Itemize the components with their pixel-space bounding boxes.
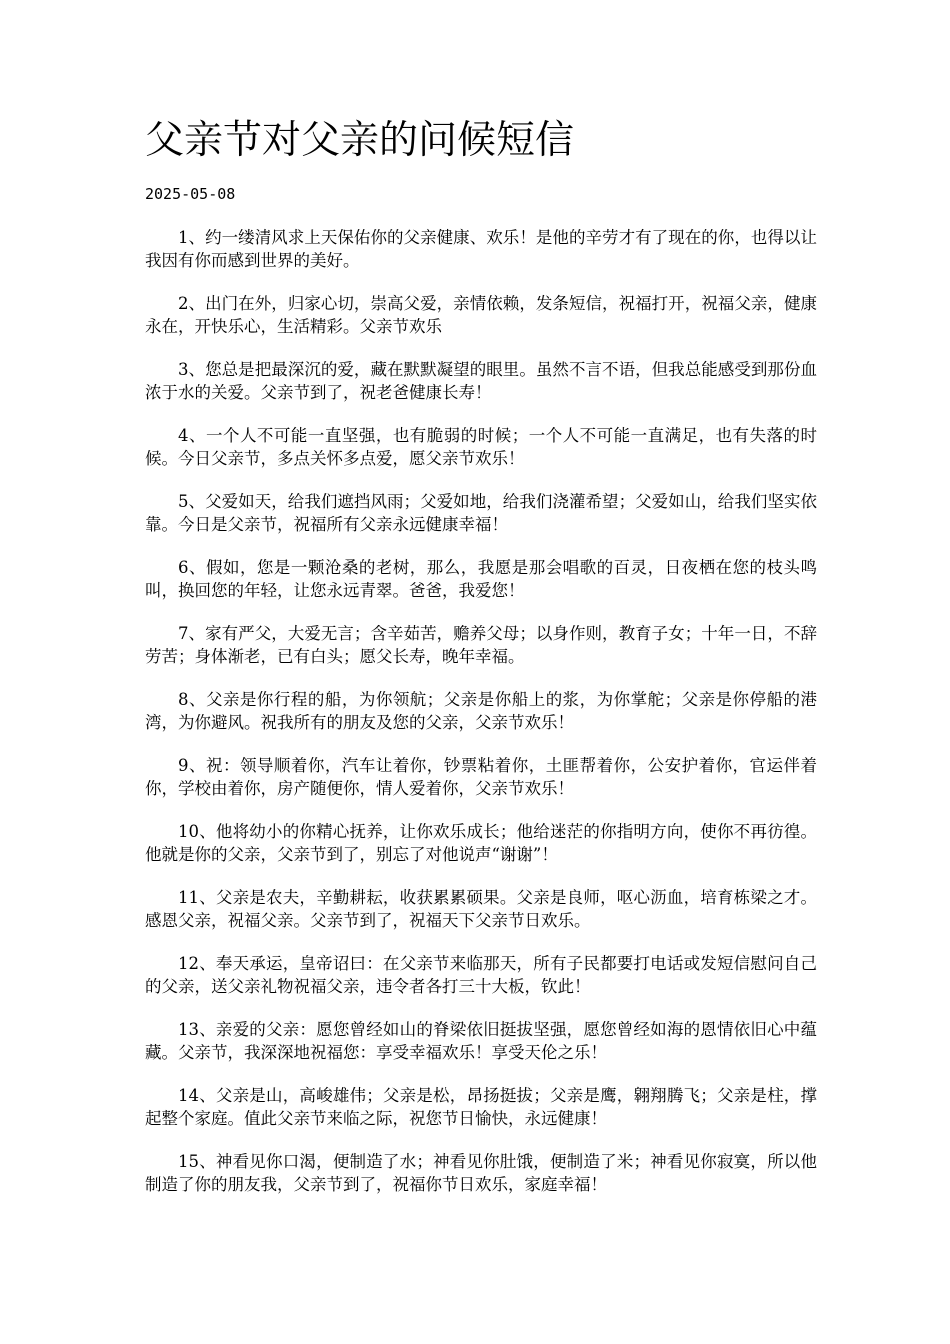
message-paragraph: 14、父亲是山，高峻雄伟；父亲是松，昂扬挺拔；父亲是鹰，翱翔腾飞；父亲是柱，撑起整个家庭。值此父亲节来临之际，祝您节日愉快，永远健康！ [145, 1086, 817, 1128]
message-paragraph: 5、父爱如天，给我们遮挡风雨；父爱如地，给我们浇灌希望；父爱如山，给我们坚实依靠。今日是父亲节，祝福所有父亲永远健康幸福！ [145, 492, 817, 534]
message-paragraph: 8、父亲是你行程的船，为你领航；父亲是你船上的浆，为你掌舵；父亲是你停船的港湾，为你避风。祝我所有的朋友及您的父亲，父亲节欢乐！ [145, 690, 817, 732]
document-body [145, 226, 817, 1216]
message-paragraph: 4、一个人不可能一直坚强，也有脆弱的时候；一个人不可能一直满足，也有失落的时候。今日父亲节，多点关怀多点爱，愿父亲节欢乐！ [145, 426, 817, 468]
message-paragraph: 13、亲爱的父亲：愿您曾经如山的脊梁依旧挺拔坚强，愿您曾经如海的恩情依旧心中蕴藏。父亲节，我深深地祝福您：享受幸福欢乐！享受天伦之乐！ [145, 1020, 817, 1062]
document-title: 父亲节对父亲的问候短信 [145, 118, 575, 163]
message-paragraph: 9、祝：领导顺着你，汽车让着你，钞票粘着你，土匪帮着你，公安护着你，官运伴着你，学校由着你，房产随便你，情人爱着你，父亲节欢乐！ [145, 756, 817, 798]
message-paragraph: 15、神看见你口渴，便制造了水；神看见你肚饿，便制造了米；神看见你寂寞，所以他制造了你的朋友我，父亲节到了，祝福你节日欢乐，家庭幸福！ [145, 1152, 817, 1194]
message-paragraph: 6、假如，您是一颗沧桑的老树，那么，我愿是那会唱歌的百灵，日夜栖在您的枝头鸣叫，换回您的年轻，让您永远青翠。爸爸，我爱您！ [145, 558, 817, 600]
message-paragraph: 12、奉天承运，皇帝诏曰：在父亲节来临那天，所有子民都要打电话或发短信慰问自己的父亲，送父亲礼物祝福父亲，违令者各打三十大板，钦此！ [145, 954, 817, 996]
message-paragraph: 11、父亲是农夫，辛勤耕耘，收获累累硕果。父亲是良师，呕心沥血，培育栋梁之才。感恩父亲，祝福父亲。父亲节到了，祝福天下父亲节日欢乐。 [145, 888, 817, 930]
message-paragraph: 7、家有严父，大爱无言；含辛茹苦，赡养父母；以身作则，教育子女；十年一日，不辞劳苦；身体渐老，已有白头；愿父长寿，晚年幸福。 [145, 624, 817, 666]
message-paragraph: 10、他将幼小的你精心抚养，让你欢乐成长；他给迷茫的你指明方向，使你不再彷徨。他就是你的父亲，父亲节到了，别忘了对他说声“谢谢”！ [145, 822, 817, 864]
message-paragraph: 3、您总是把最深沉的爱，藏在默默凝望的眼里。虽然不言不语，但我总能感受到那份血浓于水的关爱。父亲节到了，祝老爸健康长寿！ [145, 360, 817, 402]
message-paragraph: 2、出门在外，归家心切，崇高父爱，亲情依赖，发条短信，祝福打开，祝福父亲，健康永在，开快乐心，生活精彩。父亲节欢乐 [145, 294, 817, 336]
publish-date: 2025-05-08 [145, 185, 236, 203]
message-paragraph: 1、约一缕清风求上天保佑你的父亲健康、欢乐！是他的辛劳才有了现在的你，也得以让我因有你而感到世界的美好。 [145, 228, 817, 270]
